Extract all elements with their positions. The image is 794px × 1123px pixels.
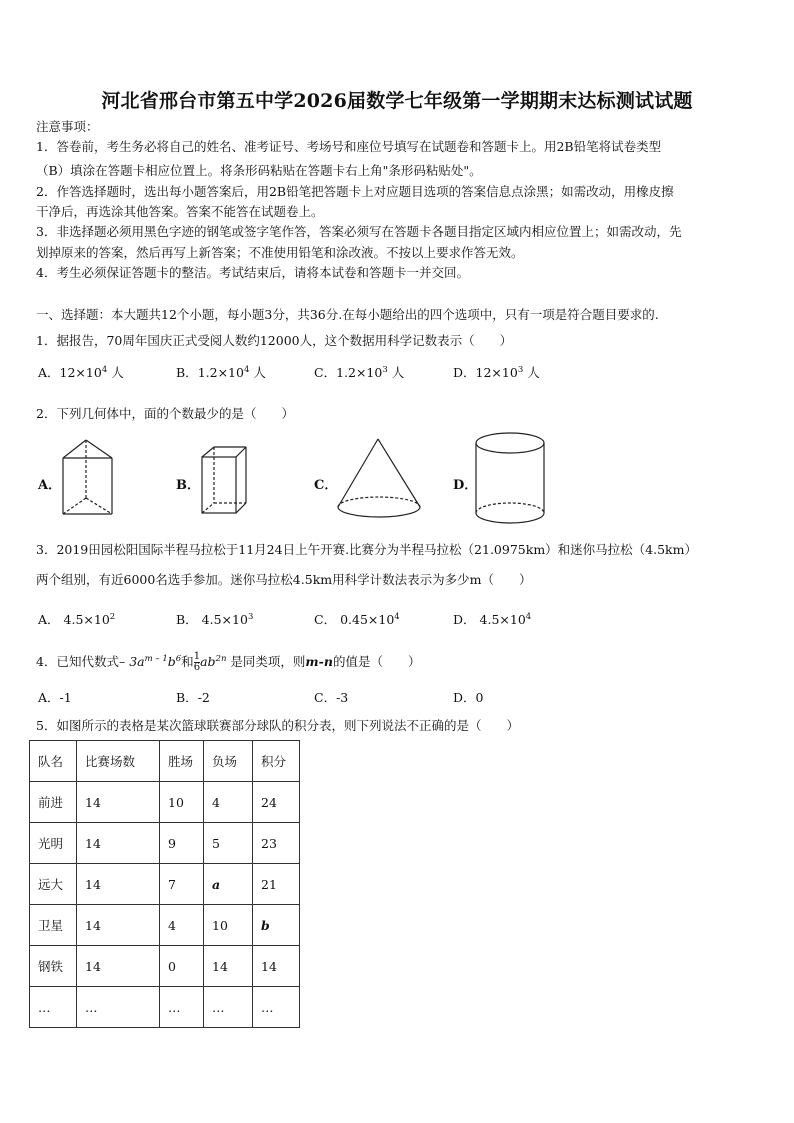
table-cell: … (77, 987, 160, 1028)
cylinder-figure (472, 431, 548, 527)
table-cell: 14 (77, 946, 160, 987)
table-header-cell: 队名 (30, 741, 77, 782)
fraction: $\frac{1}{6}$ (193, 651, 201, 674)
table-cell: 10 (204, 905, 253, 946)
question-5-stem: 5．如图所示的表格是某次篮球联赛部分球队的积分表，则下列说法不正确的是（ ） (36, 718, 519, 733)
q2-label-a: A． (38, 478, 62, 493)
table-cell: 14 (204, 946, 253, 987)
table-row (30, 864, 300, 905)
table-cell: 前进 (30, 782, 77, 823)
table-cell: 4 (160, 905, 204, 946)
expression-2: $ab^{2n}$ (200, 654, 227, 670)
table-cell: b (253, 905, 300, 946)
table-header-cell: 负场 (204, 741, 253, 782)
notice-line: 3．非选择题必须用黑色字迹的钢笔或签字笔作答，答案必须写在答题卡各题目指定区域内相应位置上；如需改动，先 (36, 224, 682, 239)
table-cell: 5 (204, 823, 253, 864)
table-header-cell: 积分 (253, 741, 300, 782)
q3-option-b: B． $4.5\times 10^3$ (176, 611, 254, 627)
notice-heading: 注意事项： (36, 119, 99, 134)
table-cell: … (30, 987, 77, 1028)
standings-table (29, 740, 300, 1028)
q4-option-b: B．-2 (176, 690, 210, 705)
question-3-stem-line1: 3．2019田园松阳国际半程马拉松于11月24日上午开赛.比赛分为半程马拉松（21.0975km）和迷你马拉松（4.5km） (36, 542, 697, 557)
table-cell: 卫星 (30, 905, 77, 946)
table-cell: … (204, 987, 253, 1028)
table-cell: 钢铁 (30, 946, 77, 987)
q3-option-d: D． $4.5\times 10^4$ (453, 611, 532, 627)
table-cell: 4 (204, 782, 253, 823)
q3-option-c: C． $0.45\times 10^4$ (314, 611, 400, 627)
table-row (30, 987, 300, 1028)
table-cell: 0 (160, 946, 204, 987)
cone-figure (334, 437, 426, 525)
table-cell: 远大 (30, 864, 77, 905)
q2-label-b: B． (176, 478, 200, 493)
table-cell: 14 (77, 864, 160, 905)
question-1-stem: 1．据报告，70周年国庆正式受阅人数约12000人，这个数据用科学记数表示（ ） (36, 333, 513, 348)
table-cell: 23 (253, 823, 300, 864)
notice-line: 干净后，再选涂其他答案。答案不能答在试题卷上。 (36, 204, 324, 219)
table-row (30, 905, 300, 946)
table-row (30, 823, 300, 864)
q1-option-a: A．$12\times 10^4$ 人 (38, 364, 124, 380)
table-cell: 7 (160, 864, 204, 905)
question-3-stem-line2: 两个组别，有近6000名选手参加。迷你马拉松4.5km用科学计数法表示为多少m（ ） (36, 572, 532, 587)
table-cell: 9 (160, 823, 204, 864)
q4-option-a: A．-1 (38, 690, 72, 705)
notice-line: 4．考生必须保证答题卡的整洁。考试结束后，请将本试卷和答题卡一并交回。 (36, 265, 469, 280)
q2-label-c: C． (314, 478, 338, 493)
table-cell: … (160, 987, 204, 1028)
table-row (30, 782, 300, 823)
table-cell: a (204, 864, 253, 905)
table-cell: 21 (253, 864, 300, 905)
expression-1: – $3a^{m - 1}b^6$ (118, 654, 182, 670)
section-heading: 一、选择题：本大题共12个小题，每小题3分，共36分.在每小题给出的四个选项中，只有一项是符合题目要求的. (36, 307, 659, 322)
q3-option-a: A． $4.5\times 10^2$ (38, 611, 116, 627)
table-cell: 光明 (30, 823, 77, 864)
notice-line: （B）填涂在答题卡相应位置上。将条形码粘贴在答题卡右上角"条形码粘贴处"。 (36, 163, 482, 178)
triangular-prism-figure (60, 436, 120, 524)
notice-line: 2．作答选择题时，选出每小题答案后，用2B铅笔把答题卡上对应题目选项的答案信息点涂黑；如需改动，用橡皮擦 (36, 184, 674, 199)
question-2-stem: 2．下列几何体中，面的个数最少的是（ ） (36, 406, 294, 421)
notice-line: 划掉原来的答案，然后再写上新答案；不准使用铅笔和涂改液。不按以上要求作答无效。 (36, 245, 524, 260)
table-header-cell: 比赛场数 (77, 741, 160, 782)
table-cell: 14 (77, 782, 160, 823)
q1-option-c: C．$1.2\times 10^3$ 人 (314, 364, 405, 380)
table-cell: … (253, 987, 300, 1028)
page-title: 河北省邢台市第五中学2026届数学七年级第一学期期末达标测试试题 (101, 90, 693, 112)
q2-label-d: D． (453, 478, 478, 493)
notice-line: 1．答卷前，考生务必将自己的姓名、准考证号、考场号和座位号填写在试题卷和答题卡上。用2B铅笔将试卷类型 (36, 139, 662, 154)
table-header-row (30, 741, 300, 782)
table-cell: 14 (77, 905, 160, 946)
table-cell: 14 (77, 823, 160, 864)
q4-option-d: D．0 (453, 690, 484, 705)
q1-option-b: B．$1.2\times 10^4$ 人 (176, 364, 266, 380)
table-header-cell: 胜场 (160, 741, 204, 782)
question-4-stem: 4．已知代数式– $3a^{m - 1}b^6$和 $\frac{1}{6}$ $ab^{2n}$ 是同类项，则m-n的值是（ ） (36, 651, 421, 674)
q1-option-d: D．$12\times 10^3$ 人 (453, 364, 540, 380)
table-cell: 10 (160, 782, 204, 823)
table-row (30, 946, 300, 987)
q4-option-c: C．-3 (314, 690, 349, 705)
table-cell: 14 (253, 946, 300, 987)
cuboid-figure (200, 445, 250, 517)
table-cell: 24 (253, 782, 300, 823)
